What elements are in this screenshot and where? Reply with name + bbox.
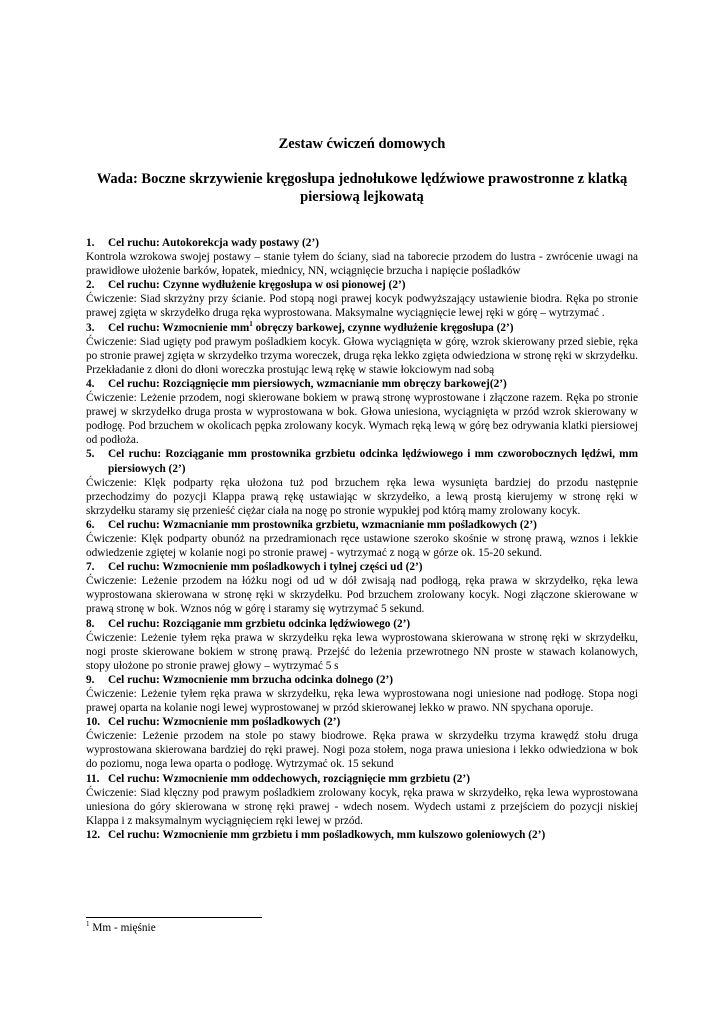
exercise-number: 10. (86, 716, 101, 729)
exercise-heading (86, 377, 638, 391)
exercise-heading (86, 828, 638, 842)
exercise-description: Ćwiczenie: Siad ugięty pod prawym pośladkiem kocyk. Głowa wyciągnięta w górę, wzrok skierowany przed siebie, ręka po stronie prawej zgięta w skrzydełko trzyma woreczek, druga ręka lekko zgięta odwiedziona w stronę ręki w skrzydełku. Przekładanie z dłoni do dłoni woreczka prostując lewą rękę w stawie łokciowym nad sobą (86, 335, 638, 376)
exercise-description: Ćwiczenie: Leżenie przodem na stole po stawy biodrowe. Ręka prawa w skrzydełku trzyma krawędź stołu druga wyprostowana skierowana bardziej do ręki prawej. Nogi poza stołem, noga prawa uniesiona i lekko odwiedziona w bok do poziomu, noga lewa oparta o podłogę. Wytrzymać ok. 15 sekund (86, 730, 638, 771)
exercise-goal-start: Cel ruchu: Wzmocnienie mm (108, 321, 250, 334)
exercise-number: 12. (86, 828, 101, 841)
exercise-goal: Cel ruchu: Wzmocnienie mm brzucha odcinka dolnego (2’) (108, 673, 394, 686)
exercise-list (86, 236, 638, 842)
exercise-item (86, 673, 638, 715)
exercise-description: Ćwiczenie: Klęk podparty obunóż na przedramionach ręce ustawione szeroko skośnie w stronę prawą, wznos i lekkie odwiedzenie zgiętej w kolanie nogi po stronie prawej - wytrzymać z nogą w górze ok. 15-20 sekund. (86, 532, 638, 560)
exercise-item (86, 321, 638, 377)
footnote (86, 922, 156, 934)
exercise-description: Ćwiczenie: Siad klęczny pod prawym pośladkiem zrolowany kocyk, ręka prawa w skrzydełko, ręka lewa wyprostowana uniesiona do góry skierowana w stronę ręki prawej - wdech nosem. Wydech ustami z przejściem do pozycji niskiej Klappa i z maksymalnym wyciągnięciem ręki lewej w przód. (86, 786, 638, 827)
footnote-divider (86, 917, 262, 918)
exercise-description: Ćwiczenie: Leżenie przodem, nogi skierowane bokiem w prawą stronę wyprostowane i złączone razem. Ręka po stronie prawej w skrzydełko druga prosta w wyprostowana w bok. Głowa uniesiona, wyciągnięta w przód wzrok skierowany w podłogę. Pod brzuchem w okolicach pępka zrolowany kocyk. Wymach ręką lewą w górę bez odrywania klatki piersiowej od podłoża. (86, 392, 638, 447)
exercise-goal: Cel ruchu: Czynne wydłużenie kręgosłupa w osi pionowej (2’) (108, 279, 406, 292)
exercise-number: 7. (86, 561, 95, 574)
footnote-reference: 1 (249, 319, 253, 328)
exercise-heading (86, 617, 638, 631)
exercise-heading (86, 447, 638, 475)
exercise-number: 1. (86, 237, 95, 249)
exercise-goal: Cel ruchu: Rozciągnięcie mm piersiowych, wzmacnianie mm obręczy barkowej(2’) (108, 377, 507, 390)
exercise-item (86, 715, 638, 771)
exercise-description: Ćwiczenie: Leżenie przodem na łóżku nogi od ud w dół zwisają nad podłogą, ręka prawa w skrzydełko, ręka lewa wyprostowana skierowana w stronę ręki w skrzydełku. Pod brzuchem zrolowany kocyk. Nogi złączone skierowane w prawą stronę w bok. Wznos nóg w górę i staramy się wytrzymać 5 sekund. (86, 575, 638, 616)
exercise-heading (86, 518, 638, 532)
exercise-goal: Cel ruchu: Wzmocnienie mm grzbietu i mm pośladkowych, mm kulszowo goleniowych (2’) (108, 828, 546, 841)
exercise-item (86, 278, 638, 320)
exercise-description: Ćwiczenie: Siad skrzyżny przy ścianie. Pod stopą nogi prawej kocyk podwyższający ustawienie biodra. Ręka po stronie prawej zgięta w skrzydełko druga ręka wyprostowana. Maksymalne wyciągnięcie lewej ręki w górę – wytrzymać . (86, 293, 638, 320)
exercise-number: 11. (86, 772, 100, 785)
exercise-heading (86, 673, 638, 687)
exercise-goal: Cel ruchu: Autokorekcja wady postawy (2’) (108, 237, 319, 249)
exercise-number: 5. (86, 448, 95, 461)
exercise-goal (108, 321, 638, 335)
exercise-goal-rest: obręczy barkowej, czynne wydłużenie kręgosłupa (2’) (252, 321, 514, 334)
exercise-item (86, 236, 638, 278)
document-subtitle: Wada: Boczne skrzywienie kręgosłupa jednołukowe lędźwiowe prawostronne z klatką piersiową lejkowatą (96, 171, 628, 205)
exercise-number: 9. (86, 673, 95, 686)
exercise-item (86, 447, 638, 517)
exercise-description: Ćwiczenie: Leżenie tyłem ręka prawa w skrzydełku, ręka lewa wyprostowana nogi uniesione nad podłogę. Stopa nogi prawej oparta na kolanie nogi lewej wyprostowanej w przód skierowanej lekko w prawo. NN spychana oporuje. (86, 688, 638, 715)
exercise-item (86, 772, 638, 828)
document-title: Zestaw ćwiczeń domowych (278, 136, 446, 152)
exercise-number: 8. (86, 617, 95, 630)
exercise-goal: Cel ruchu: Wzmacnianie mm prostownika grzbietu, wzmacnianie mm pośladkowych (2’) (108, 518, 537, 531)
exercise-item (86, 617, 638, 673)
exercise-number: 2. (86, 279, 95, 292)
exercise-heading (86, 321, 638, 335)
exercise-number: 3. (86, 321, 95, 334)
exercise-item (86, 560, 638, 616)
exercise-item (86, 828, 638, 842)
exercise-goal: Cel ruchu: Wzmocnienie mm pośladkowych i tylnej części ud (2’) (108, 561, 423, 574)
exercise-goal: Cel ruchu: Wzmocnienie mm oddechowych, rozciągnięcie mm grzbietu (2’) (108, 772, 470, 785)
exercise-description: Kontrola wzrokowa swojej postawy – stanie tyłem do ściany, siad na taborecie przodem do lustra - zwrócenie uwagi na prawidłowe ułożenie barków, łopatek, miednicy, NN, wciągnięcie brzucha i napięcie pośladków (86, 251, 638, 278)
exercise-heading (86, 278, 638, 292)
exercise-heading (86, 236, 638, 250)
exercise-item (86, 377, 638, 447)
exercise-goal: Cel ruchu: Rozciąganie mm prostownika grzbietu odcinka lędźwiowego i mm czworobocznych lędźwi, mm piersiowych (2’) (108, 448, 638, 475)
exercise-goal: Cel ruchu: Wzmocnienie mm pośladkowych (2’) (108, 716, 341, 729)
exercise-heading (86, 560, 638, 574)
exercise-heading (86, 772, 638, 786)
exercise-number: 6. (86, 518, 95, 531)
exercise-heading (86, 715, 638, 729)
exercise-description: Ćwiczenie: Klęk podparty ręka ułożona tuż pod brzuchem ręka lewa wysunięta bardziej do przodu następnie przechodzimy do pozycji Klappa prawą rękę ustawiając w skrzydełko, a lewą prostą kierujemy w stronę ręki w skrzydełku staramy się przenieść ciężar ciała na nogę po stronie wypukłej pod którą mamy zrolowany kocyk. (86, 476, 638, 517)
exercise-number: 4. (86, 377, 95, 390)
exercise-item (86, 518, 638, 560)
exercise-goal: Cel ruchu: Rozciąganie mm grzbietu odcinka lędźwiowego (2’) (108, 617, 411, 630)
footnote-marker: 1 (86, 920, 90, 929)
footnote-text: Mm - mięśnie (92, 922, 156, 934)
exercise-description: Ćwiczenie: Leżenie tyłem ręka prawa w skrzydełku ręka lewa wyprostowana skierowana w stronę ręki w skrzydełku, nogi proste skierowane bokiem w stronę prawą. Przejść do leżenia przewrotnego NN proste w stawach kolanowych, stopy ułożone po stronie prawej głowy – wytrzymać 5 s (86, 631, 638, 672)
